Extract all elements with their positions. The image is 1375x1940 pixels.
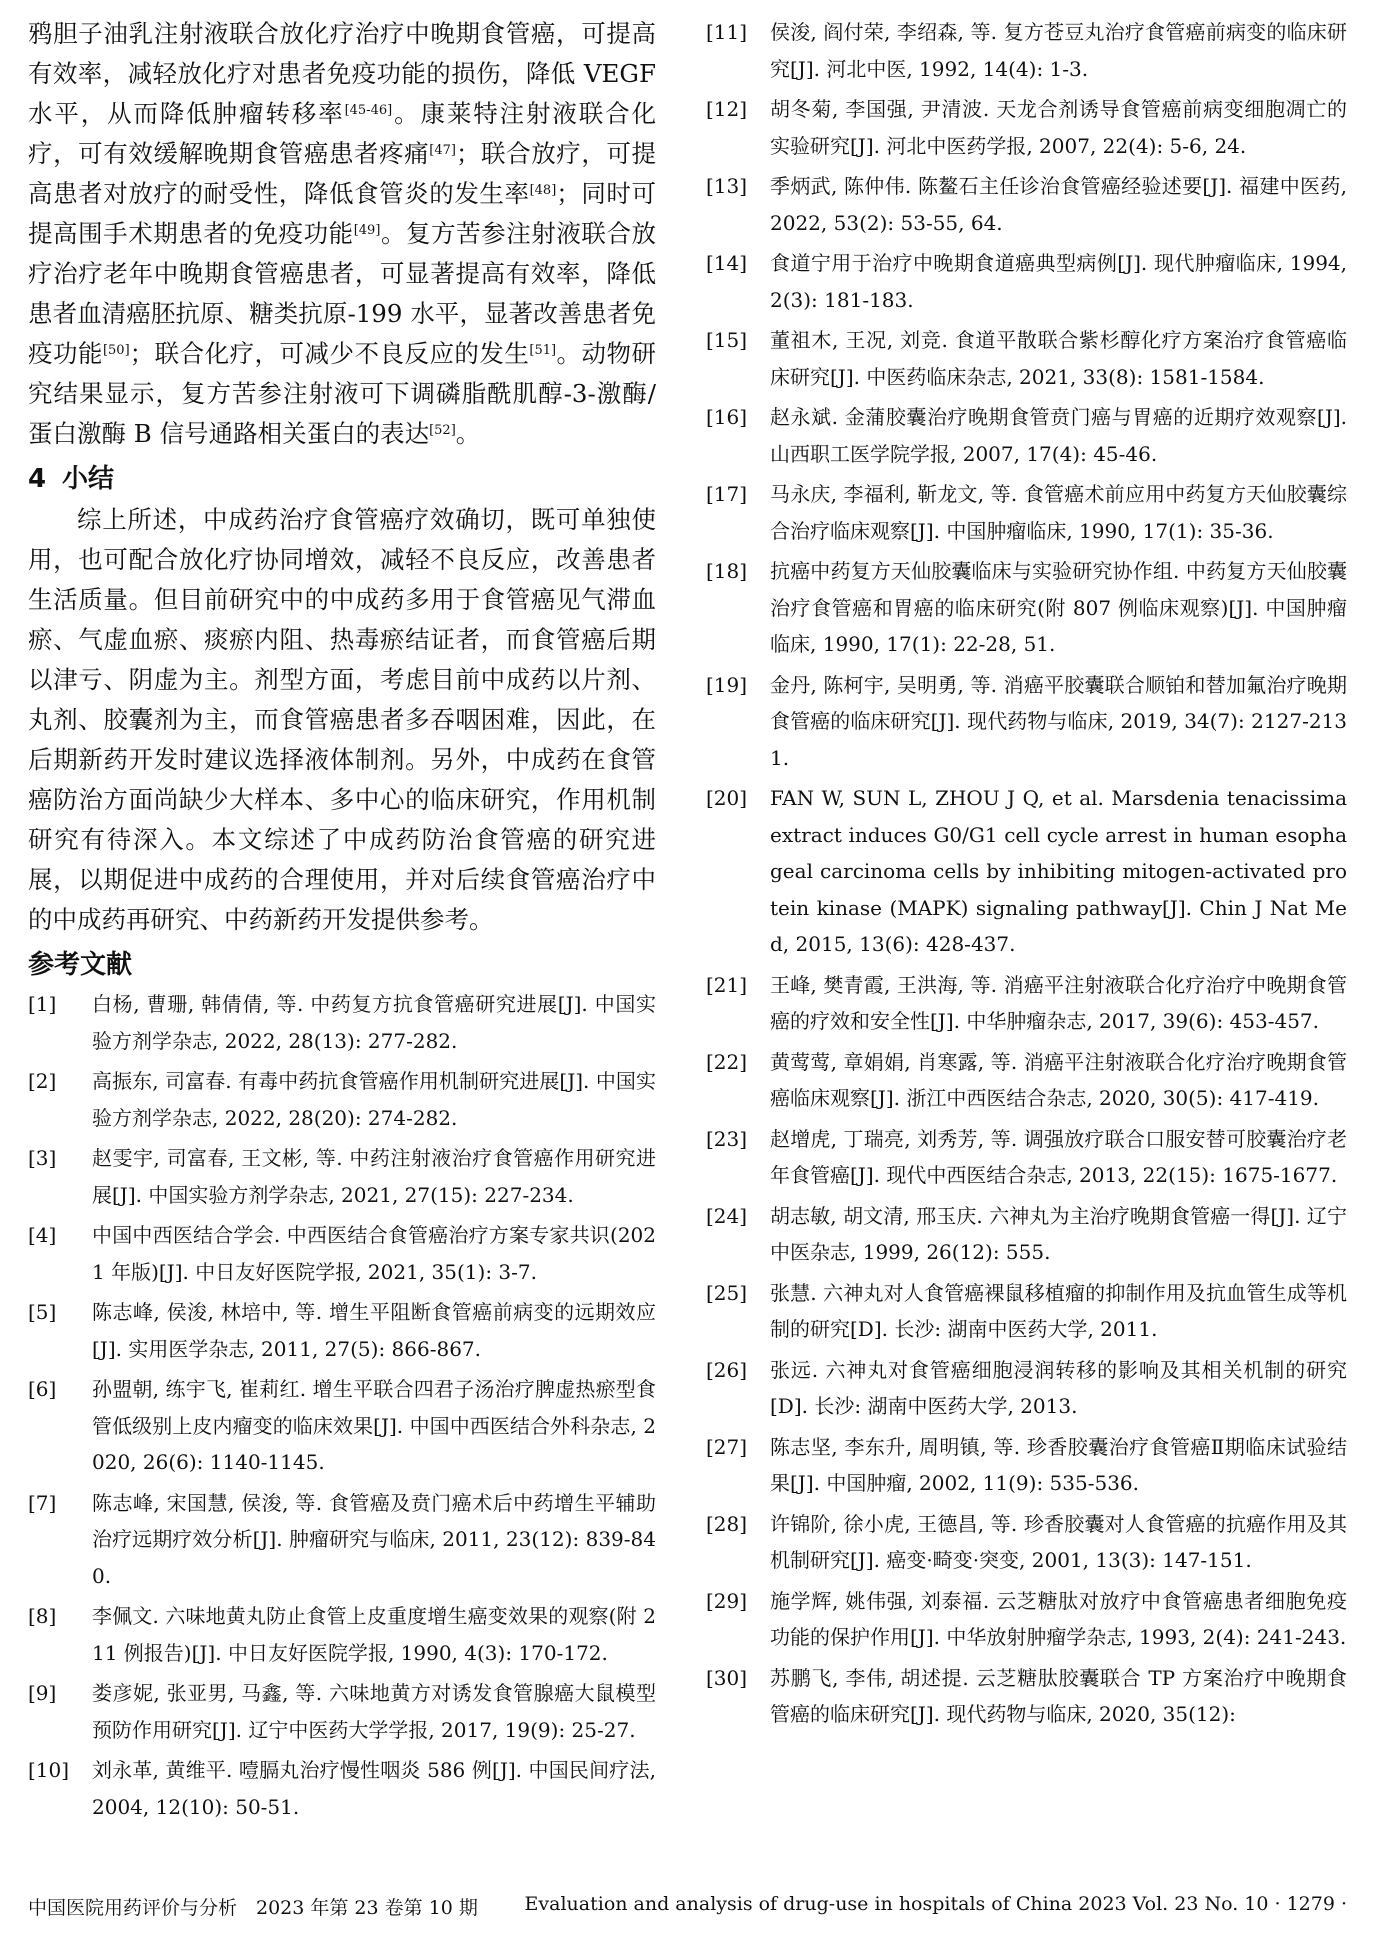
reference-item [28, 1752, 656, 1825]
reference-item [706, 1352, 1347, 1425]
reference-text: 陈志坚, 李东升, 周明镇, 等. 珍香胶囊治疗食管癌Ⅱ期临床试验结果[J]. 中国肿瘤, 2002, 11(9): 535-536. [770, 1434, 1347, 1495]
reference-text: 中国中西医结合学会. 中西医结合食管癌治疗方案专家共识(2021 年版)[J]. 中日友好医院学报, 2021, 35(1): 3-7. [92, 1223, 656, 1284]
reference-item [706, 1506, 1347, 1579]
reference-number: [5] [28, 1300, 57, 1324]
reference-text: 孙盟朝, 练宇飞, 崔莉红. 增生平联合四君子汤治疗脾虚热瘀型食管低级别上皮内瘤变的临床效果[J]. 中国中西医结合外科杂志, 2020, 26(6): 1140-1145. [92, 1377, 656, 1474]
reference-text: 许锦阶, 徐小虎, 王德昌, 等. 珍香胶囊对人食管癌的抗癌作用及其机制研究[J]. 癌变·畸变·突变, 2001, 13(3): 147-151. [770, 1511, 1347, 1572]
reference-text: 董祖木, 王况, 刘竞. 食道平散联合紫杉醇化疗方案治疗食管癌临床研究[J]. 中医药临床杂志, 2021, 33(8): 1581-1584. [770, 328, 1347, 389]
reference-number: [25] [706, 1280, 748, 1305]
journal-name-cn: 中国医院用药评价与分析 2023 年第 23 卷第 10 期 [28, 1897, 478, 1919]
reference-number: [4] [28, 1223, 57, 1247]
page-footer [28, 1893, 1347, 1920]
reference-item [28, 1063, 656, 1136]
reference-text: 王峰, 樊青霞, 王洪海, 等. 消癌平注射液联合化疗治疗中晚期食管癌的疗效和安全性[J]. 中华肿瘤杂志, 2017, 39(6): 453-457. [770, 972, 1347, 1033]
citation-superscript: [47] [429, 143, 456, 158]
reference-item [706, 245, 1347, 318]
reference-item [28, 1371, 656, 1481]
reference-item [28, 1598, 656, 1671]
reference-number: [20] [706, 786, 748, 810]
reference-text: 金丹, 陈柯宇, 吴明勇, 等. 消癌平胶囊联合顺铂和替加氟治疗晚期食管癌的临床研究[J]. 现代药物与临床, 2019, 34(7): 2127-2131. [770, 672, 1347, 770]
reference-number: [23] [706, 1126, 748, 1151]
reference-number: [7] [28, 1490, 57, 1515]
reference-text: 食道宁用于治疗中晚期食道癌典型病例[J]. 现代肿瘤临床, 1994, 2(3): 181-183. [770, 251, 1347, 312]
reference-number: [13] [706, 174, 748, 198]
citation-superscript: [48] [529, 183, 557, 198]
reference-item [706, 91, 1347, 164]
reference-text: 施学辉, 姚伟强, 刘泰福. 云芝糖肽对放疗中食管癌患者细胞免疫功能的保护作用[J]. 中华放射肿瘤学杂志, 1993, 2(4): 241-243. [770, 1588, 1347, 1649]
paragraph-text: 。复方苦参注射液联合放疗治疗老年中晚期食管癌患者，可显著提高有效率，降低患者血清癌胚抗原、糖类抗原-199 水平，显著改善患者免疫功能 [28, 219, 657, 368]
reference-text: 赵雯宇, 司富春, 王文彬, 等. 中药注射液治疗食管癌作用研究进展[J]. 中国实验方剂学杂志, 2021, 27(15): 227-234. [92, 1146, 656, 1207]
reference-item [706, 1121, 1347, 1194]
reference-text: 刘永革, 黄维平. 噎膈丸治疗慢性咽炎 586 例[J]. 中国民间疗法, 2004, 12(10): 50-51. [92, 1758, 656, 1819]
reference-number: [10] [28, 1758, 70, 1782]
reference-text: 张慧. 六神丸对人食管癌裸鼠移植瘤的抑制作用及抗血管生成等机制的研究[D]. 长沙: 湖南中医药大学, 2011. [770, 1280, 1347, 1341]
left-column [28, 14, 656, 1829]
reference-item [706, 1429, 1347, 1502]
reference-text: 苏鹏飞, 李伟, 胡述提. 云芝糖肽胶囊联合 TP 方案治疗中晚期食管癌的临床研究[J]. 现代药物与临床, 2020, 35(12): [770, 1665, 1347, 1726]
reference-text: 白杨, 曹珊, 韩倩倩, 等. 中药复方抗食管癌研究进展[J]. 中国实验方剂学杂志, 2022, 28(13): 277-282. [92, 992, 656, 1053]
reference-number: [17] [706, 482, 748, 506]
paragraph-text: ；同时可提高围手术期患者的免疫功能 [28, 179, 657, 248]
journal-name-en: Evaluation and analysis of drug-use in hospitals of China 2023 Vol. 23 No. 10 · 1279 · [524, 1893, 1347, 1915]
reference-text: 高振东, 司富春. 有毒中药抗食管癌作用机制研究进展[J]. 中国实验方剂学杂志, 2022, 28(20): 274-282. [92, 1069, 656, 1130]
citation-superscript: [52] [429, 423, 456, 438]
reference-number: [9] [28, 1681, 57, 1705]
reference-number: [21] [706, 972, 748, 997]
reference-number: [29] [706, 1588, 748, 1613]
reference-item [706, 1583, 1347, 1656]
citation-superscript: [45-46] [344, 103, 393, 118]
reference-text: 黄莺莺, 章娟娟, 肖寒露, 等. 消癌平注射液联合化疗治疗晚期食管癌临床观察[J]. 浙江中西医结合杂志, 2020, 30(5): 417-419. [770, 1049, 1347, 1110]
reference-number: [18] [706, 559, 748, 583]
reference-item [706, 967, 1347, 1040]
section-title: 小结 [62, 464, 115, 494]
reference-number: [16] [706, 405, 748, 429]
section-number: 4 [28, 464, 47, 494]
reference-number: [8] [28, 1604, 57, 1628]
reference-text: 赵永斌. 金蒲胶囊治疗晚期食管贲门癌与胃癌的近期疗效观察[J]. 山西职工医学院学报, 2007, 17(4): 45-46. [770, 405, 1347, 466]
reference-item [706, 1660, 1347, 1733]
reference-item [28, 1217, 656, 1290]
reference-number: [6] [28, 1377, 57, 1401]
reference-number: [2] [28, 1069, 57, 1093]
reference-list [706, 14, 1347, 1733]
reference-item [706, 553, 1347, 663]
reference-number: [15] [706, 328, 748, 352]
reference-number: [30] [706, 1665, 748, 1690]
citation-superscript: [50] [102, 343, 130, 358]
reference-number: [22] [706, 1049, 748, 1074]
reference-item [706, 168, 1347, 241]
reference-item [28, 1485, 656, 1595]
reference-number: [14] [706, 251, 748, 275]
section-heading [28, 460, 656, 498]
paragraph-text: 。 [455, 419, 481, 448]
intro-paragraph [28, 14, 656, 454]
reference-text: 赵增虎, 丁瑞亮, 刘秀芳, 等. 调强放疗联合口服安替可胶囊治疗老年食管癌[J]. 现代中西医结合杂志, 2013, 22(15): 1675-1677. [770, 1126, 1347, 1187]
paragraph-text: ；联合放疗，可提高患者对放疗的耐受性，降低食管炎的发生率 [28, 139, 657, 208]
reference-item [28, 1140, 656, 1213]
reference-item [28, 1294, 656, 1367]
citation-superscript: [49] [353, 223, 381, 238]
reference-text: 抗癌中药复方天仙胶囊临床与实验研究协作组. 中药复方天仙胶囊治疗食管癌和胃癌的临床研究(附 807 例临床观察)[J]. 中国肿瘤临床, 1990, 17(1): 22-28, 51. [770, 559, 1347, 656]
reference-text: 张远. 六神丸对食管癌细胞浸润转移的影响及其相关机制的研究[D]. 长沙: 湖南中医药大学, 2013. [770, 1357, 1347, 1418]
reference-number: [24] [706, 1203, 748, 1228]
reference-text: 李佩文. 六味地黄丸防止食管上皮重度增生癌变效果的观察(附 211 例报告)[J]. 中日友好医院学报, 1990, 4(3): 170-172. [92, 1604, 656, 1665]
reference-item [706, 399, 1347, 472]
reference-item [706, 476, 1347, 549]
reference-item [28, 1675, 656, 1748]
reference-list [28, 986, 656, 1825]
reference-item [28, 986, 656, 1059]
reference-text: 侯浚, 阎付荣, 李绍森, 等. 复方苍豆丸治疗食管癌前病变的临床研究[J]. 河北中医, 1992, 14(4): 1-3. [770, 20, 1347, 81]
reference-number: [1] [28, 992, 57, 1016]
reference-item [706, 1275, 1347, 1348]
reference-number: [19] [706, 672, 748, 697]
paragraph-text: 。康莱特注射液联合化疗，可有效缓解晚期食管癌患者疼痛 [28, 99, 657, 168]
paragraph-text: 鸦胆子油乳注射液联合放化疗治疗中晚期食管癌，可提高有效率，减轻放化疗对患者免疫功能的损伤，降低 VEGF 水平，从而降低肿瘤转移率 [28, 19, 656, 128]
summary-paragraph: 综上所述，中成药治疗食管癌疗效确切，既可单独使用，也可配合放化疗协同增效，减轻不良反应，改善患者生活质量。但目前研究中的中成药多用于食管癌见气滞血瘀、气虚血瘀、痰瘀内阻、热毒瘀结证者，而食管癌后期以津亏、阴虚为主。剂型方面，考虑目前中成药以片剂、丸剂、胶囊剂为主，而食管癌患者多吞咽困难，因此，在后期新药开发时建议选择液体制剂。另外，中成药在食管癌防治方面尚缺少大样本、多中心的临床研究，作用机制研究有待深入。本文综述了中成药防治食管癌的研究进展，以期促进中成药的合理使用，并对后续食管癌治疗中的中成药再研究、中药新药开发提供参考。 [28, 505, 656, 934]
right-column [706, 14, 1347, 1737]
reference-text: 胡冬菊, 李国强, 尹清波. 天龙合剂诱导食管癌前病变细胞凋亡的实验研究[J]. 河北中医药学报, 2007, 22(4): 5-6, 24. [770, 97, 1347, 158]
reference-number: [28] [706, 1511, 748, 1536]
citation-superscript: [51] [529, 343, 557, 358]
reference-text: 胡志敏, 胡文清, 邢玉庆. 六神丸为主治疗晚期食管癌一得[J]. 辽宁中医杂志, 1999, 26(12): 555. [770, 1203, 1347, 1264]
reference-number: [12] [706, 97, 748, 121]
reference-text: FAN W, SUN L, ZHOU J Q, et al. Marsdenia tenacissima extract induces G0/G1 cell cycle arrest in human esophageal carcinoma cells by inhibiting mitogen-activated protein kinase (MAPK) signaling pathway[J]. Chin J Nat Med, 2015, 13(6): 428-437. [770, 786, 1347, 956]
reference-text: 陈志峰, 侯浚, 林培中, 等. 增生平阻断食管癌前病变的远期效应[J]. 实用医学杂志, 2011, 27(5): 866-867. [92, 1300, 656, 1361]
reference-text: 娄彦妮, 张亚男, 马鑫, 等. 六味地黄方对诱发食管腺癌大鼠模型预防作用研究[J]. 辽宁中医药大学学报, 2017, 19(9): 25-27. [92, 1681, 656, 1742]
reference-text: 马永庆, 李福利, 靳龙文, 等. 食管癌术前应用中药复方天仙胶囊综合治疗临床观察[J]. 中国肿瘤临床, 1990, 17(1): 35-36. [770, 482, 1347, 543]
references-heading: 参考文献 [28, 950, 133, 980]
reference-item [706, 1198, 1347, 1271]
reference-item [706, 667, 1347, 777]
reference-item [706, 322, 1347, 395]
reference-text: 季炳武, 陈仲伟. 陈鳌石主任诊治食管癌经验述要[J]. 福建中医药, 2022, 53(2): 53-55, 64. [770, 174, 1347, 235]
paragraph-text: ；联合化疗，可减少不良反应的发生 [129, 339, 530, 368]
reference-number: [3] [28, 1146, 57, 1170]
reference-item [706, 1044, 1347, 1117]
reference-item [706, 14, 1347, 87]
paragraph-text: 。动物研究结果显示，复方苦参注射液可下调磷脂酰肌醇-3-激酶/蛋白激酶 B 信号通路相关蛋白的表达 [28, 339, 657, 448]
reference-number: [27] [706, 1434, 748, 1459]
reference-number: [11] [706, 20, 748, 44]
reference-number: [26] [706, 1357, 748, 1382]
reference-item [706, 780, 1347, 963]
reference-text: 陈志峰, 宋国慧, 侯浚, 等. 食管癌及贲门癌术后中药增生平辅助治疗远期疗效分析[J]. 肿瘤研究与临床, 2011, 23(12): 839-840. [92, 1490, 656, 1588]
